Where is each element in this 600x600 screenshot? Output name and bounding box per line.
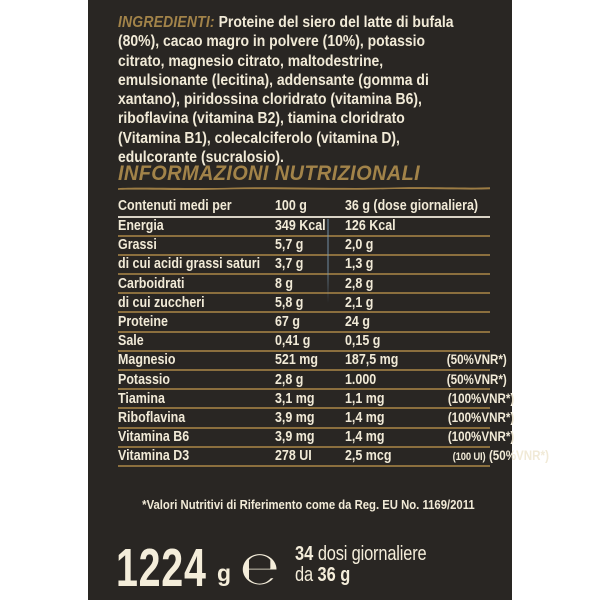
row-per36: 24 g: [345, 314, 370, 331]
table-row: [118, 275, 490, 294]
ingredients-line: citrato, magnesio citrato, maltodestrine,: [118, 52, 384, 70]
table-row: [118, 429, 515, 448]
brush-divider: [118, 185, 490, 191]
row-name: Vitamina B6: [118, 429, 190, 446]
row-name: Riboflavina: [118, 409, 186, 426]
table-row: [118, 237, 490, 256]
row-vnr: [437, 237, 490, 253]
row-per36: 1,1 mg: [345, 390, 385, 407]
row-per100: 3,9 mg: [275, 409, 315, 426]
row-vnr: [437, 256, 490, 272]
table-row: [118, 218, 490, 237]
product-label: [88, 0, 549, 600]
row-per36: 2,8 g: [345, 275, 374, 292]
nutrition-heading: INFORMAZIONI NUTRIZIONALI: [118, 162, 421, 185]
row-per100: 5,8 g: [275, 294, 304, 311]
ingredients-line: edulcorante (sucralosio).: [118, 149, 284, 167]
row-per100: 3,9 mg: [275, 429, 315, 446]
row-per100: 3,1 mg: [275, 390, 315, 407]
row-per100: 278 UI: [275, 448, 312, 465]
table-row: [118, 333, 490, 352]
ingredients-line: riboflavina (vitamina B2), tiamina cloridrato: [118, 110, 405, 128]
table-row: [118, 256, 490, 275]
ingredients-text: di bufala: [396, 14, 454, 31]
table-row: [118, 313, 490, 332]
row-per100: 67 g: [275, 314, 300, 331]
row-per36: 187,5 mg: [345, 352, 399, 369]
ingredients-line: [118, 13, 453, 32]
servings-info: [295, 544, 426, 585]
ingredients-section: [118, 13, 490, 167]
row-per100: 3,7 g: [275, 256, 304, 273]
row-vnr: (100 UI) (50%VNR*): [452, 448, 549, 464]
row-name: Vitamina D3: [118, 448, 190, 465]
header-col-100g: 100 g: [275, 197, 307, 214]
table-row: [118, 352, 507, 371]
row-vnr: (100%VNR*): [447, 409, 515, 425]
row-per36: 2,1 g: [345, 294, 374, 311]
row-vnr: (50%VNR*): [446, 371, 507, 387]
row-per100: 0,41 g: [275, 333, 311, 350]
row-per36: 1,4 mg: [345, 409, 385, 426]
row-vnr: [437, 314, 490, 330]
header-col-36g: 36 g (dose giornaliera): [345, 197, 479, 214]
row-per36: 2,5 mcg: [345, 448, 392, 465]
ingredients-line: emulsionante (lecitina), addensante (gomma di: [118, 71, 429, 89]
net-weight-unit: g: [217, 560, 232, 586]
row-per36: 1.000: [345, 371, 377, 388]
table-row: [118, 448, 549, 467]
row-per36: 1,4 mg: [345, 429, 385, 446]
table-row: [118, 390, 515, 409]
row-name: Carboidrati: [118, 275, 185, 292]
table-row: [118, 294, 490, 313]
net-weight-value: 1224: [116, 538, 207, 598]
row-vnr: [437, 218, 490, 234]
row-name: Magnesio: [118, 352, 176, 369]
row-vnr: [437, 295, 490, 311]
row-vnr: (50%VNR*): [446, 352, 507, 368]
ingredients-heading: INGREDIENTI:: [118, 14, 215, 31]
table-header-row: [118, 196, 490, 218]
servings-line2: da 36 g: [295, 562, 351, 586]
row-per100: 5,7 g: [275, 237, 304, 254]
header-col-label: Contenuti medi per: [118, 197, 232, 214]
row-vnr: [437, 276, 490, 292]
row-per100: 8 g: [275, 275, 294, 292]
vnr-footnote: *Valori Nutritivi di Riferimento come da Reg. EU No. 1169/2011: [142, 497, 475, 512]
row-name: Energia: [118, 218, 164, 235]
ingredients-line: (80%), cacao magro in polvere (10%), potassio: [118, 33, 425, 51]
table-row: [118, 409, 515, 428]
ingredients-line: (Vitamina B1), colecalciferolo (vitamina D),: [118, 129, 400, 147]
ingredients-text: Proteine del siero del: [218, 14, 360, 31]
ingredients-text-bold: latte: [363, 14, 393, 31]
table-row: [118, 371, 507, 390]
row-vnr: [437, 333, 490, 349]
row-name: Proteine: [118, 314, 168, 331]
row-name: Sale: [118, 333, 144, 350]
servings-line1: 34 dosi giornaliere: [295, 542, 427, 565]
nutrition-table: [118, 196, 549, 467]
row-per36: 1,3 g: [345, 256, 374, 273]
row-per36: 2,0 g: [345, 237, 374, 254]
row-per36: 0,15 g: [345, 333, 381, 350]
estimated-sign-icon: ℮: [240, 541, 280, 595]
row-vnr: (100%VNR*): [447, 429, 515, 445]
row-per100: 2,8 g: [275, 371, 304, 388]
row-per36: 126 Kcal: [345, 218, 396, 235]
row-vnr: (100%VNR*): [447, 390, 515, 406]
row-per100: 349 Kcal: [275, 218, 326, 235]
row-per100: 521 mg: [275, 352, 318, 369]
row-name: Potassio: [118, 371, 170, 388]
ingredients-line: xantano), piridossina cloridrato (vitamina B6),: [118, 91, 422, 109]
row-name: di cui acidi grassi saturi: [118, 256, 261, 273]
row-name: Grassi: [118, 237, 157, 254]
column-divider: [327, 219, 329, 303]
row-name: Tiamina: [118, 390, 165, 407]
row-name: di cui zuccheri: [118, 294, 205, 311]
